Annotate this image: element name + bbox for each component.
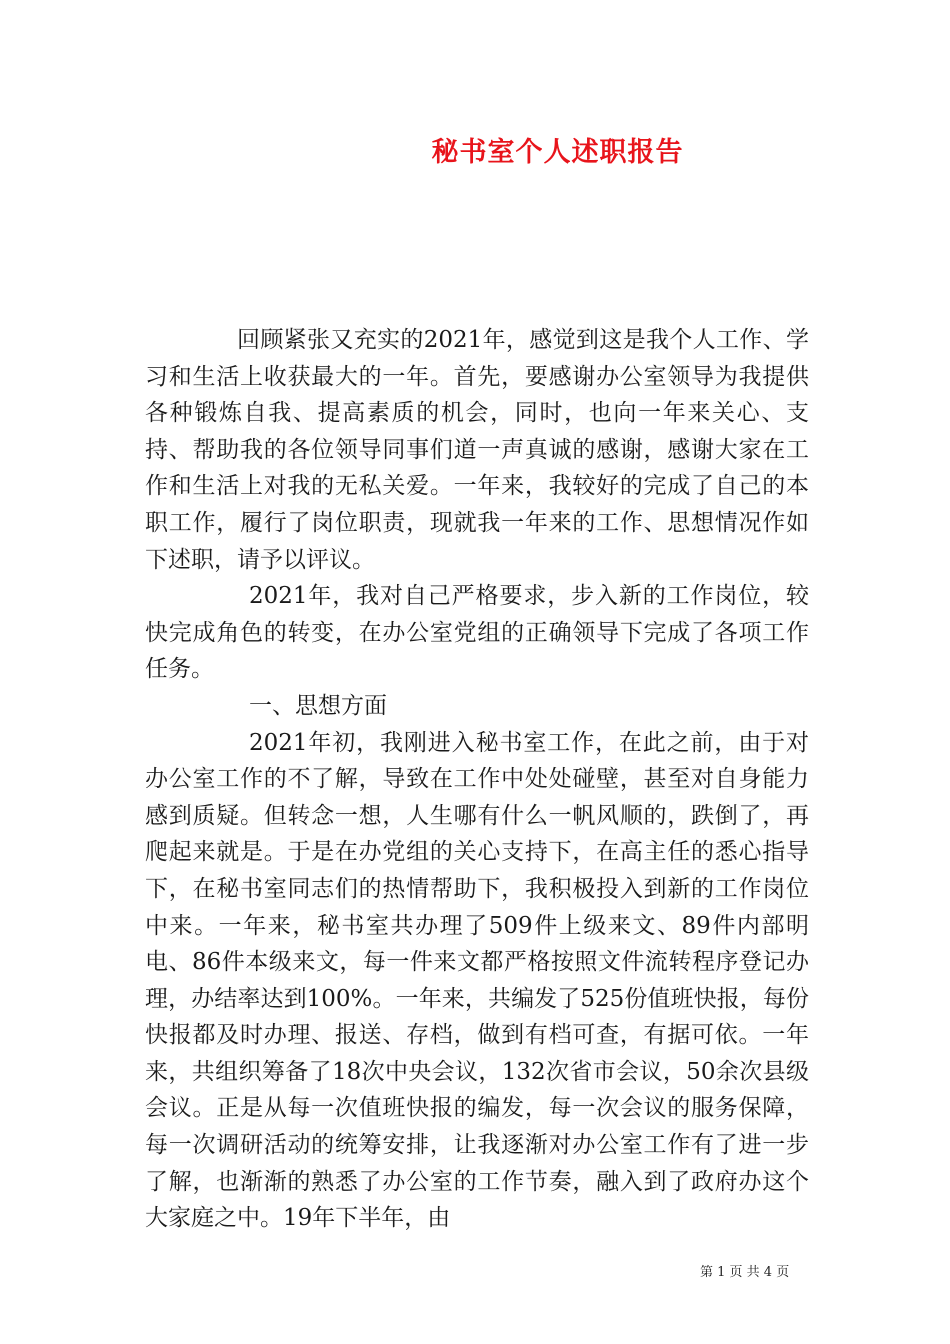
paragraph-intro: 回顾紧张又充实的2021年，感觉到这是我个人工作、学习和生活上收获最大的一年。首先，要感谢办公室领导为我提供各种锻炼自我、提高素质的机会，同时，也向一年来关心、支持、帮助我的各位领导同事们道一声真诚的感谢，感谢大家在工作和生活上对我的无私关爱。一年来，我较好的完成了自己的本职工作，履行了岗位职责，现就我一年来的工作、思想情况作如下述职，请予以评议。: [145, 327, 809, 573]
page-title: 秘书室个人述职报告: [431, 137, 684, 168]
section-heading-thinking: 一、思想方面: [249, 692, 387, 719]
paragraph-thinking: 2021年初，我刚进入秘书室工作，在此之前，由于对办公室工作的不了解，导致在工作中处处碰壁，甚至对自身能力感到质疑。但转念一想，人生哪有什么一帆风顺的，跌倒了，再爬起来就是。于是在办党组的关心支持下，在高主任的悉心指导下，在秘书室同志们的热情帮助下，我积极投入到新的工作岗位中来。一年来，秘书室共办理了509件上级来文、89件内部明电、86件本级来文，每一件来文都严格按照文件流转程序登记办理，办结率达到100%。一年来，共编发了525份值班快报，每份快报都及时办理、报送、存档，做到有档可查，有据可依。一年来，共组织筹备了18次中央会议，132次省市会议，50余次县级会议。正是从每一次值班快报的编发，每一次会议的服务保障，每一次调研活动的统筹安排，让我逐渐对办公室工作有了进一步了解，也渐渐的熟悉了办公室的工作节奏，融入到了政府办这个大家庭之中。19年下半年，由: [145, 729, 809, 1232]
page-number-footer: 第 1 页 共 4 页: [700, 1265, 790, 1280]
document-body: [145, 322, 809, 1237]
paragraph-summary: 2021年，我对自己严格要求，步入新的工作岗位，较快完成角色的转变，在办公室党组的正确领导下完成了各项工作任务。: [145, 583, 809, 683]
